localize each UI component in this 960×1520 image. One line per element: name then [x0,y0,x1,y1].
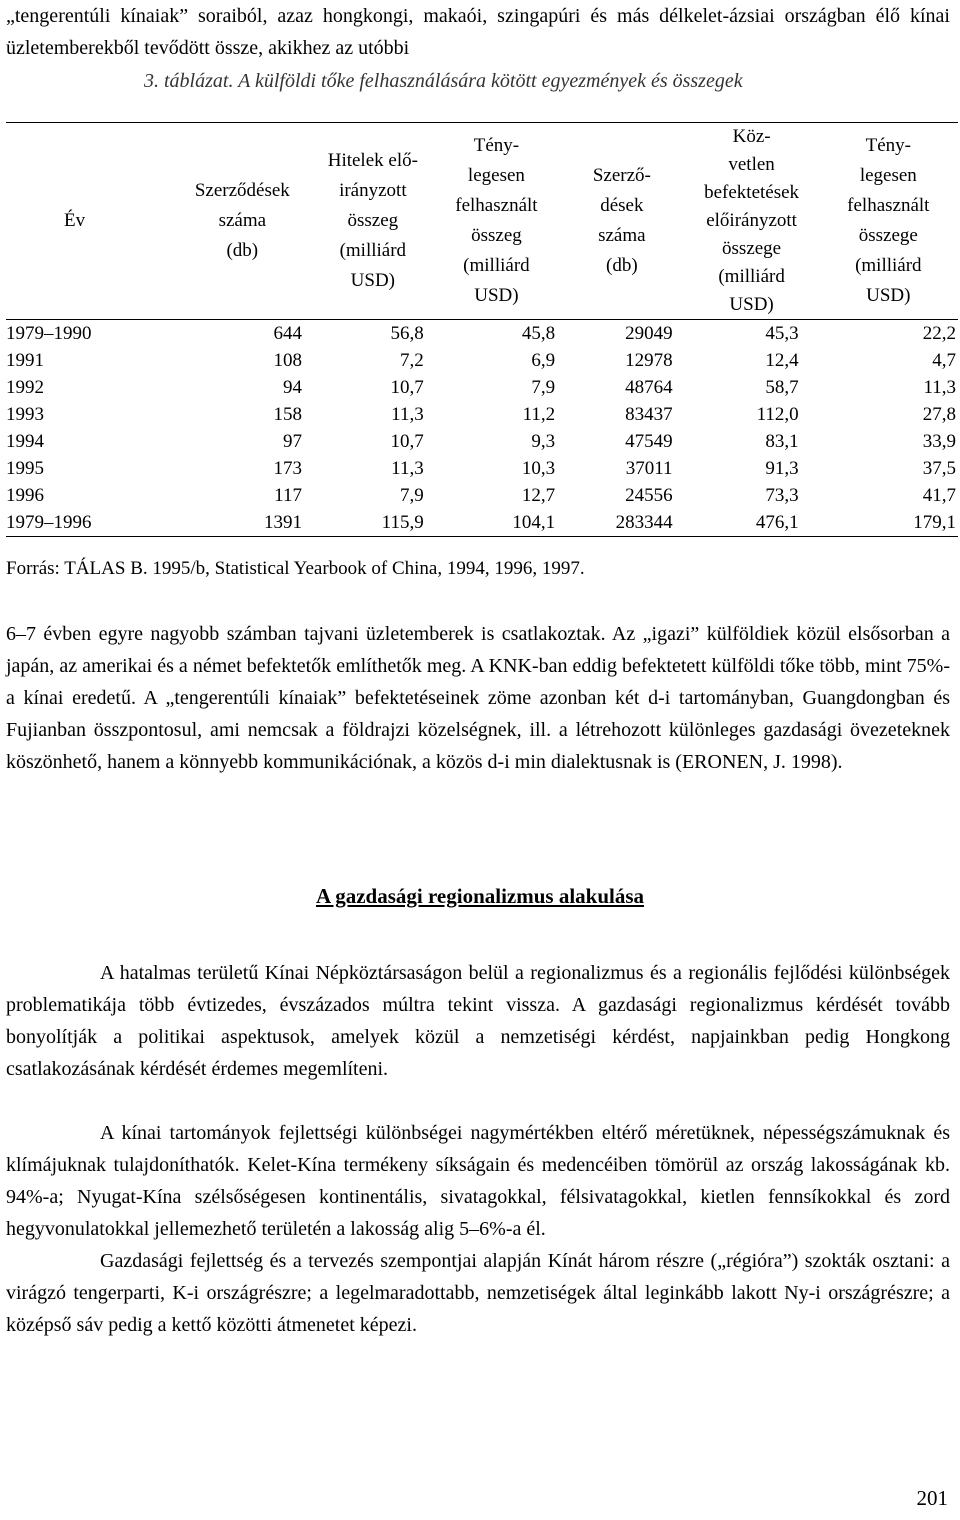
cell-fdi-planned: 12,4 [765,350,799,371]
cell-loan-used: 6,9 [531,350,556,371]
cell-contracts: 644 [273,323,302,344]
cell-fdi-used: 41,7 [922,485,956,506]
cell-fdi-used: 27,8 [922,404,956,425]
cell-loan-planned: 7,2 [399,350,424,371]
cell-contracts: 173 [273,458,302,479]
cell-fdi-planned: 476,1 [685,509,819,537]
cell-loan-planned: 56,8 [390,323,424,344]
table-total-row [6,509,958,537]
cell-loan-used: 12,7 [521,485,556,506]
cell-fdi-used: 4,7 [932,350,956,371]
cell-fdi-planned: 112,0 [756,404,799,425]
cell-loan-used: 45,8 [521,323,556,344]
header-fdi-planned: Köz- vetlen befektetések előirányzott összege (milliárd USD) [685,123,819,320]
cell-loan-used: 104,1 [434,509,559,537]
cell-year: 1996 [6,485,44,506]
header-year: Év [6,123,173,320]
cell-contracts: 158 [273,404,302,425]
continuation-paragraph: „tengerentúli kínaiak” soraiból, azaz hongkongi, makaói, szingapúri és más délkelet-ázsiai országban élő kínai üzletemberekből tevődött össze, akikhez az utóbbi [6,5,950,59]
cell-contracts: 117 [274,485,302,506]
cell-loan-used: 11,2 [522,404,556,425]
cell-loan-planned: 11,3 [391,404,424,425]
table-row [6,401,958,428]
cell-fdi-planned: 45,3 [765,323,799,344]
header-contract-count: Szerződések száma (db) [173,123,312,320]
table-row [6,455,958,482]
cell-fdi-contracts: 283344 [559,509,684,537]
table-row [6,482,958,509]
cell-loan-used: 9,3 [531,431,556,452]
table-row [6,347,958,374]
page-number: 201 [916,1486,948,1510]
cell-contracts: 97 [282,431,302,452]
table-source: Forrás: TÁLAS B. 1995/b, Statistical Yearbook of China, 1994, 1996, 1997. [6,558,585,579]
table-header-row [6,123,958,320]
cell-fdi-used: 22,2 [922,323,956,344]
cell-loan-planned: 10,7 [390,431,424,452]
cell-year: 1992 [6,377,44,398]
cell-contracts: 94 [282,377,302,398]
body-paragraph: A kínai tartományok fejlettségi különbségei nagymértékben eltérő méretüknek, népességszámuknak és klímájuknak tulajdoníthatók. Kelet-Kína termékeny síkságain és medencéiben tömörül az ország lakosságának kb. 94%-a; Nyugat-Kína szélsőségesen kontinentális, sivatagokkal, félsivatagokkal, kietlen fennsíkokkal és zord hegyvonulatokkal jellemezhető területén a lakosság alig 5–6%-a él. [6,1122,950,1240]
cell-year: 1979–1990 [6,323,92,344]
cell-fdi-used: 33,9 [922,431,956,452]
body-paragraph: Gazdasági fejlettség és a tervezés szempontjai alapján Kínát három részre („régióra”) szokták osztani: a virágzó tengerparti, K-i országrészre; a legelmaradottabb, nemzetiségek által leginkább lakott Ny-i országrészre; a középső sáv pedig a kettő közötti átmenetet képezi. [6,1250,950,1336]
header-loan-planned: Hitelek elő- irányzott összeg (milliárd USD) [312,123,434,320]
cell-year: 1979–1996 [6,509,173,537]
cell-fdi-planned: 91,3 [765,458,799,479]
cell-fdi-contracts: 24556 [625,485,673,506]
header-loan-used: Tény- legesen felhasznált összeg (milliárd USD) [434,123,559,320]
cell-fdi-contracts: 83437 [625,404,673,425]
cell-fdi-contracts: 47549 [625,431,673,452]
cell-fdi-used: 11,3 [923,377,956,398]
cell-fdi-planned: 83,1 [765,431,799,452]
cell-year: 1993 [6,404,44,425]
cell-fdi-planned: 58,7 [765,377,799,398]
header-fdi-used: Tény- legesen felhasznált összege (milliárd USD) [819,123,958,320]
cell-loan-used: 7,9 [531,377,556,398]
table-caption: 3. táblázat. A külföldi tőke felhasználására kötött egyezmények és összegek [144,70,743,92]
cell-fdi-contracts: 12978 [625,350,673,371]
cell-fdi-contracts: 37011 [625,458,673,479]
body-paragraph: A hatalmas területű Kínai Népköztársaságon belül a regionalizmus és a regionális fejlődési különbségek problematikája több évtizedes, évszázados múltra tekint vissza. A gazdasági regionalizmus kérdését tovább bonyolítják a politikai aspektusok, amelyek közül a nemzetiségi kérdést, napjainkban pedig Hongkong csatlakozásának kérdését érdemes megemlíteni. [6,962,950,1080]
table-row [6,374,958,401]
cell-year: 1994 [6,431,44,452]
cell-loan-used: 10,3 [521,458,556,479]
cell-loan-planned: 11,3 [391,458,424,479]
cell-year: 1995 [6,458,44,479]
table-row [6,428,958,455]
cell-loan-planned: 10,7 [390,377,424,398]
table-row [6,320,958,348]
cell-fdi-used: 37,5 [922,458,956,479]
cell-fdi-used: 179,1 [819,509,958,537]
cell-loan-planned: 115,9 [312,509,434,537]
foreign-capital-table [6,122,958,537]
cell-fdi-contracts: 29049 [625,323,673,344]
cell-fdi-planned: 73,3 [765,485,799,506]
cell-fdi-contracts: 48764 [625,377,673,398]
header-fdi-contract-count: Szerző- dések száma (db) [559,123,684,320]
cell-contracts: 108 [273,350,302,371]
section-heading: A gazdasági regionalizmus alakulása [315,884,645,908]
cell-contracts: 1391 [173,509,312,537]
cell-loan-planned: 7,9 [399,485,424,506]
cell-year: 1991 [6,350,44,371]
intro-paragraph: 6–7 évben egyre nagyobb számban tajvani üzletemberek is csatlakoztak. Az „igazi” külföldiek közül elsősorban a japán, az amerikai és a német befektetők említhetők meg. A KNK-ban eddig befektetett külföldi tőke több, mint 75%-a kínai eredetű. A „tengerentúli kínaiak” befektetéseinek zöme azonban két d-i tartományban, Guangdongban és Fujianban összpontosul, ami nemcsak a földrajzi közelségnek, ill. a létrehozott különleges gazdasági övezeteknek köszönhető, hanem a könnyebb kommunikációnak, a közös d-i min dialektusnak is (ERONEN, J. 1998). [6,623,950,773]
